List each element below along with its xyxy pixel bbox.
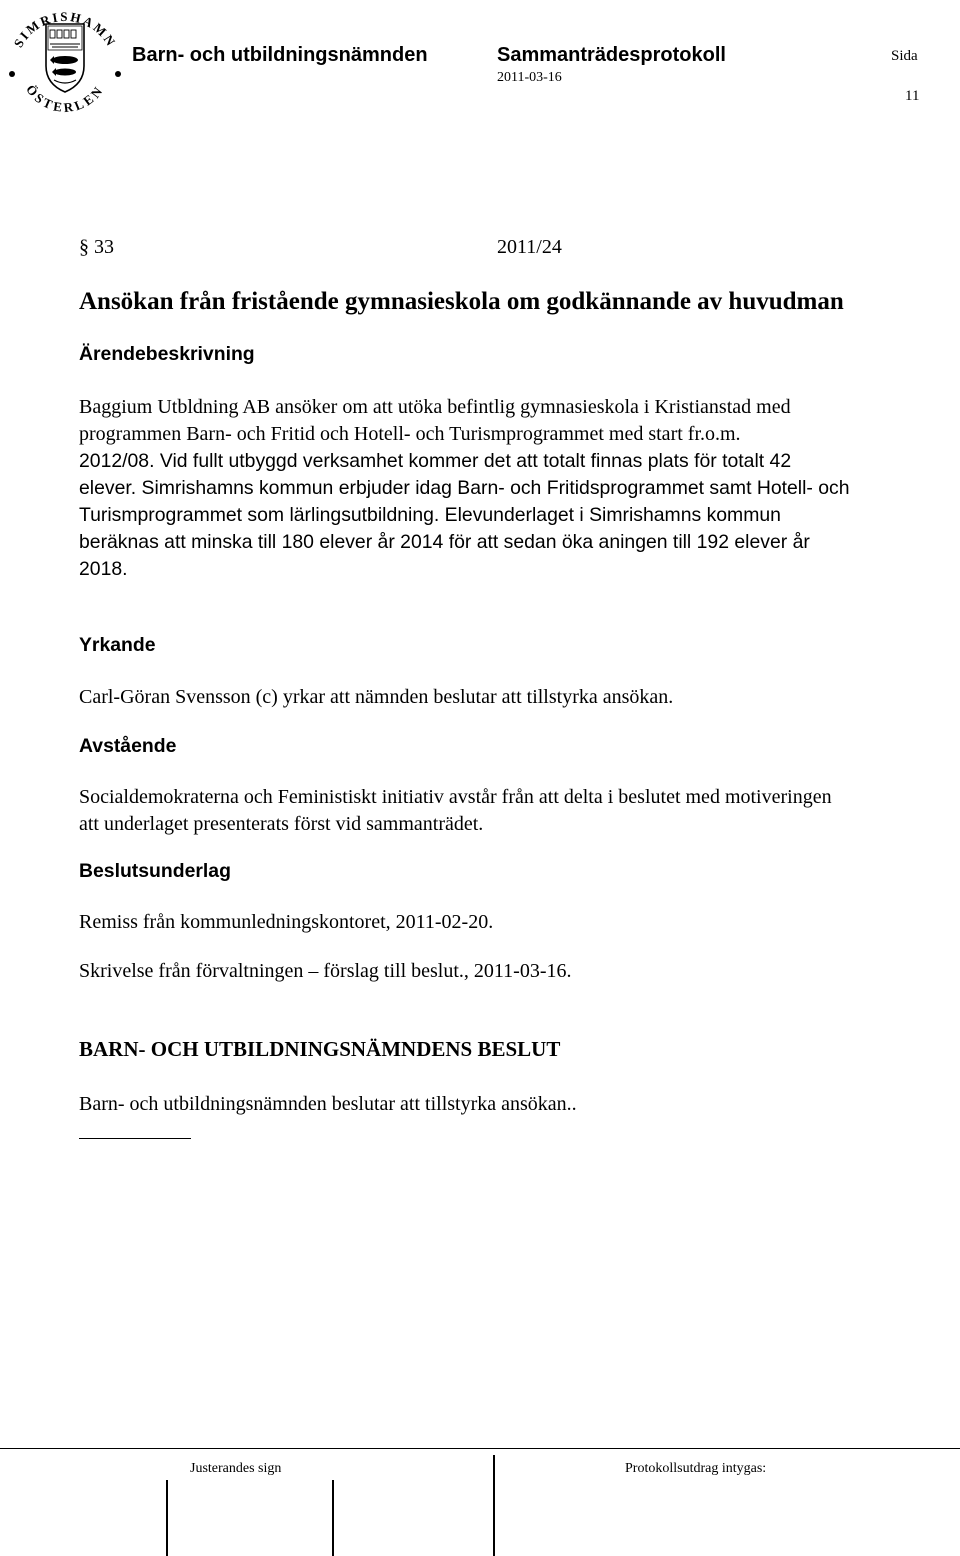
committee-name: Barn- och utbildningsnämnden: [132, 44, 428, 66]
page-label: Sida: [891, 48, 918, 64]
description-line: beräknas att minska till 180 elever år 2014 för att sedan öka aningen till 192 elever år: [79, 531, 810, 553]
footer-divider: [0, 1448, 960, 1449]
basis-item: Remiss från kommunledningskontoret, 2011-02-20.: [79, 911, 494, 933]
description-line: 2012/08. Vid fullt utbyggd verksamhet kommer det att totalt finnas plats för totalt 42: [79, 450, 792, 472]
signature-box-divider: [166, 1480, 168, 1556]
decision-text: Barn- och utbildningsnämnden beslutar att tillstyrka ansökan..: [79, 1093, 577, 1115]
signature-box-divider: [332, 1480, 334, 1556]
description-line: 2018.: [79, 558, 128, 580]
abstention-heading: Avstående: [79, 735, 177, 757]
svg-text:ÖSTERLEN: ÖSTERLEN: [23, 81, 107, 116]
abstention-line: att underlaget presenterats först vid sammanträdet.: [79, 813, 484, 835]
description-line: elever. Simrishamns kommun erbjuder idag Barn- och Fritidsprogrammet samt Hotell- och: [79, 477, 850, 499]
signature-box-divider: [493, 1455, 495, 1556]
abstention-line: Socialdemokraterna och Feministiskt initiativ avstår från att delta i beslutet med motiveringen: [79, 786, 832, 808]
description-line: programmen Barn- och Fritid och Hotell- och Turismprogrammet med start fr.o.m.: [79, 423, 741, 445]
svg-text:SIMRISHAMN: SIMRISHAMN: [10, 9, 120, 51]
end-rule: [79, 1138, 191, 1139]
description-heading: Ärendebeskrivning: [79, 343, 255, 365]
description-line: Turismprogrammet som lärlingsutbildning. Elevunderlaget i Simrishamns kommun: [79, 504, 781, 526]
basis-item: Skrivelse från förvaltningen – förslag till beslut., 2011-03-16.: [79, 960, 572, 982]
case-number: 2011/24: [497, 236, 562, 258]
proposal-text: Carl-Göran Svensson (c) yrkar att nämnden beslutar att tillstyrka ansökan.: [79, 686, 674, 708]
proposal-heading: Yrkande: [79, 634, 156, 656]
item-title: Ansökan från fristående gymnasieskola om godkännande av huvudman: [79, 288, 844, 315]
page-number: 11: [905, 88, 920, 104]
decision-heading: BARN- OCH UTBILDNINGSNÄMNDENS BESLUT: [79, 1037, 561, 1061]
document-type: Sammanträdesprotokoll: [497, 44, 726, 66]
paragraph-number: § 33: [79, 236, 114, 258]
municipality-logo: [2, 0, 128, 122]
description-line: Baggium Utbldning AB ansöker om att utöka befintlig gymnasieskola i Kristianstad med: [79, 396, 791, 418]
basis-heading: Beslutsunderlag: [79, 860, 231, 882]
signature-label: Justerandes sign: [190, 1461, 282, 1476]
extract-certification-label: Protokollsutdrag intygas:: [625, 1461, 767, 1476]
meeting-date: 2011-03-16: [497, 70, 562, 85]
